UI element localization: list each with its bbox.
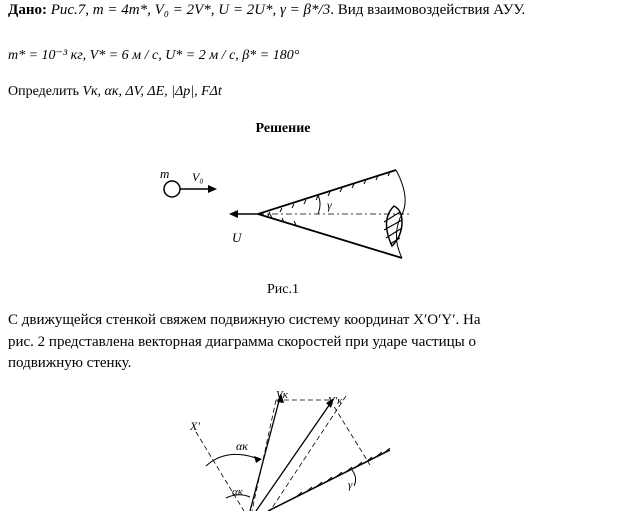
vk-vector <box>250 397 280 511</box>
values-line: m* = 10⁻³ кг, V* = 6 м / с, U* = 2 м / с, β* = 180° <box>8 48 300 63</box>
dashed-line-d <box>270 396 346 511</box>
alpha-k-label: αк <box>236 439 248 453</box>
paragraph-line-3: подвижную стенку. <box>8 355 132 371</box>
gamma-label: γ <box>327 198 332 212</box>
find-text: Vк, αк, ΔV, ΔE, |Δp|, FΔt <box>82 84 222 99</box>
given-text: Рис.7, m = 4m*, V₀ = 2V*, U = 2U*, γ = β*/3 <box>50 2 331 18</box>
vk-prime-vector <box>256 401 332 511</box>
gamma-arc-2 <box>352 470 356 486</box>
figure-1-caption: Рис.1 <box>267 282 299 297</box>
vk-prime-label: V′к <box>328 395 343 407</box>
x-axis-label: X′ <box>190 419 200 433</box>
moving-wall <box>268 450 390 511</box>
gamma-label-2: γ <box>348 479 353 491</box>
v0-label: V₀ <box>192 170 204 184</box>
paragraph-line-1: С движущейся стенкой свяжем подвижную систему координат X′O′Y′. На <box>8 312 481 328</box>
dashed-line-c <box>330 400 370 465</box>
mass-label: m <box>160 166 170 181</box>
alpha-arc-arrow <box>254 456 262 463</box>
alpha-label-bottom: αк <box>232 486 243 498</box>
paragraph-line-2: рис. 2 представлена векторная диаграмма скоростей при ударе частицы о <box>8 333 476 350</box>
vk-label: Vк <box>276 389 288 401</box>
find-label: Определить <box>8 84 79 99</box>
alpha-arc-top <box>206 454 256 466</box>
given-suffix: . Вид взаимовоздействия АУУ. <box>330 2 526 18</box>
u-label: U <box>232 230 242 245</box>
given-label: Дано: <box>8 2 47 18</box>
solution-heading: Решение <box>255 121 311 136</box>
